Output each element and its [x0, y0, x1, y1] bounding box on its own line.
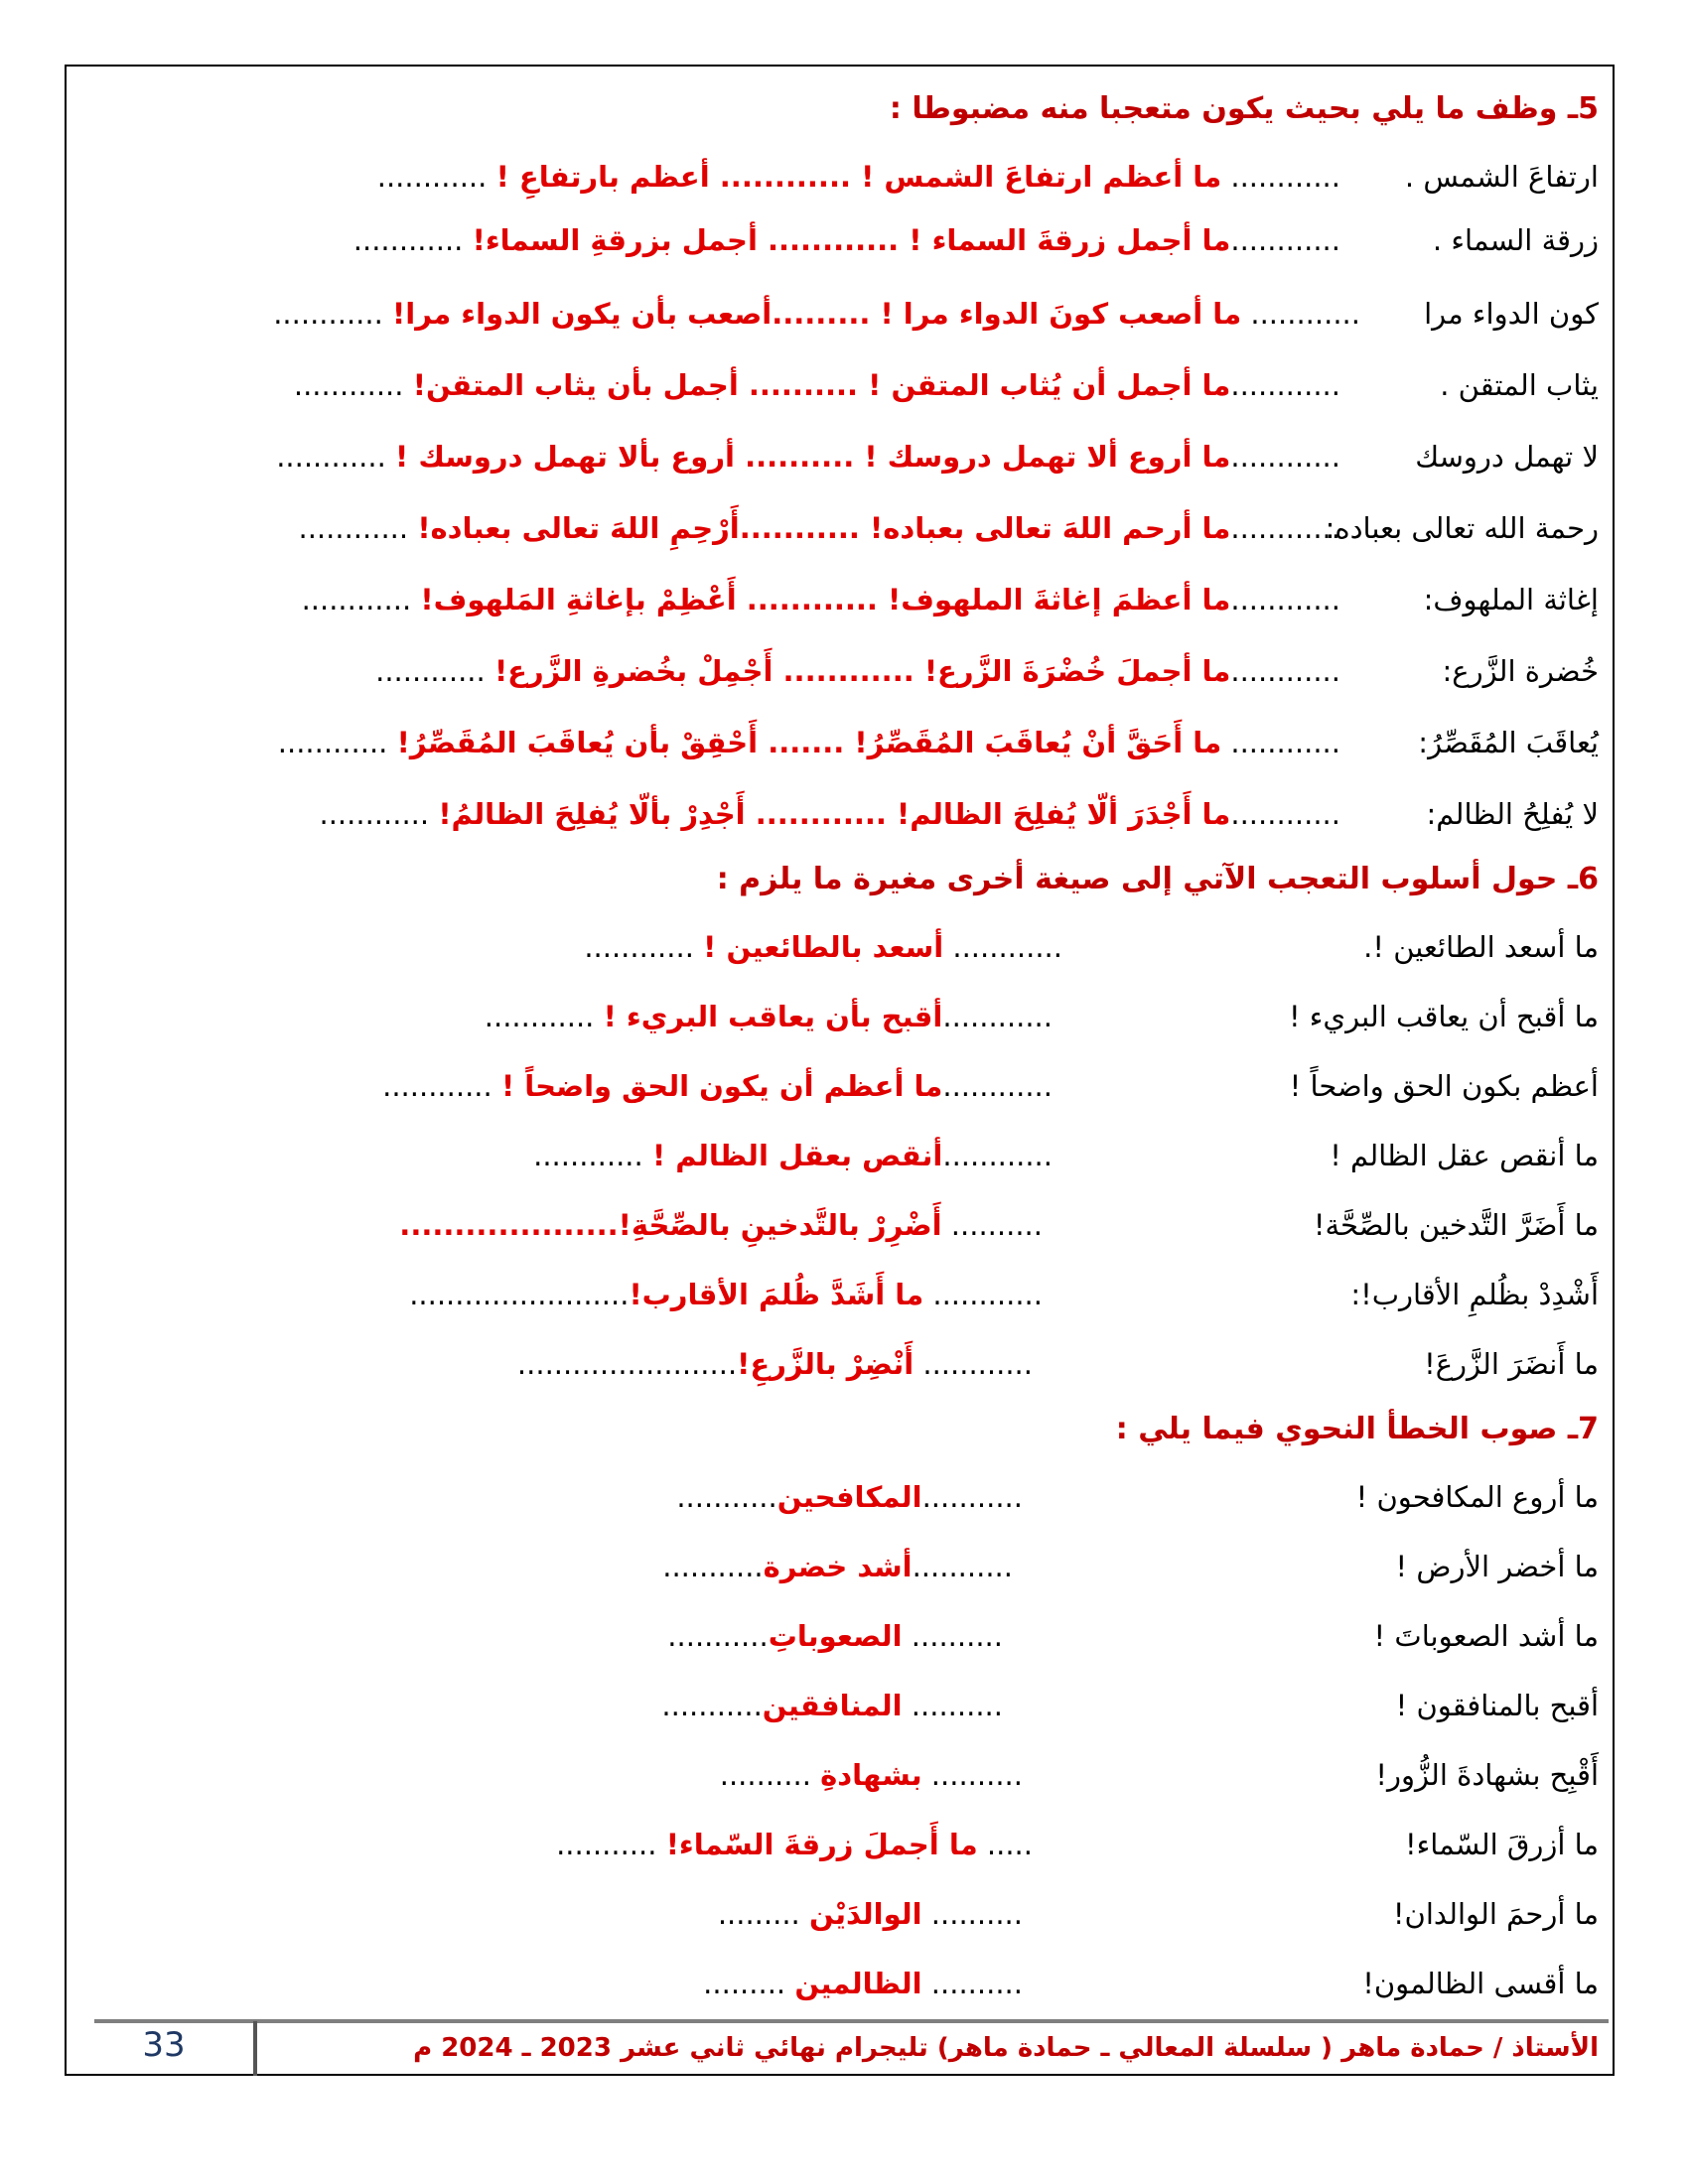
section7-row — [70, 1815, 1599, 1874]
question-text: ما أَضَرَّ التَّدخين بالصِّحَّة! — [1313, 1208, 1599, 1242]
question-text: ما أروع المكافحون ! — [1355, 1480, 1599, 1514]
section7-row — [70, 1954, 1599, 2013]
answer-text: .......... بشهادةِ .......... — [719, 1758, 1023, 1792]
section5-row — [70, 570, 1599, 629]
answer-text: ............ ما أصعب كونَ الدواء مرا ! .........أصعب بأن يكون الدواء مرا! ............ — [273, 297, 1360, 331]
question-text: يثاب المتقن . — [1440, 368, 1599, 402]
section6-row — [70, 1195, 1599, 1255]
question-text: ما أشد الصعوباتَ ! — [1373, 1619, 1599, 1653]
answer-text: ............ما أجملَ خُضْرَةَ الزَّرع! ............ أَجْمِلْ بخُضرةِ الزَّرع! ............ — [375, 654, 1340, 688]
section7-row — [70, 1606, 1599, 1666]
section6-heading: 6ـ حول أسلوب التعجب الآتي إلى صيغة أخرى مغيرة ما يلزم : — [716, 862, 1599, 896]
question-text: أعظم بكون الحق واضحاً ! — [1289, 1069, 1599, 1103]
section5-row — [70, 427, 1599, 486]
section5-row — [70, 210, 1599, 270]
answer-text: .......... أَضْرِرْ بالتَّدخينِ بالصِّحَّةِ!.................... — [399, 1208, 1043, 1242]
question-text: ما أقبح أن يعاقب البريء ! — [1288, 1000, 1599, 1033]
answer-text: .......... الصعوباتِ........... — [667, 1619, 1003, 1653]
question-text: أَقْبِح بشهادةَ الزُّور! — [1375, 1758, 1599, 1792]
footer-separator — [253, 2021, 257, 2076]
section6-row — [70, 1126, 1599, 1185]
section6-row — [70, 1265, 1599, 1324]
answer-text: ............ ما أعظم ارتفاعَ الشمس ! ............ أعظم بارتفاعِ ! ............ — [376, 160, 1340, 194]
question-text: لا تهمل دروسك — [1415, 440, 1599, 474]
question-text: ارتفاعَ الشمس . — [1404, 160, 1599, 194]
section5-row — [70, 641, 1599, 701]
answer-text: ............ما أجمل أن يُثاب المتقن ! .......... أجمل بأن يثاب المتقن! ............ — [293, 368, 1340, 402]
section5-row — [70, 498, 1599, 558]
answer-text: ...........المكافحين........... — [676, 1480, 1023, 1514]
answer-text: ............ما أجمل زرقةَ السماء ! ............ أجمل بزرقةِ السماء! ............ — [352, 223, 1340, 257]
answer-text: .......... المنافقين........... — [661, 1689, 1003, 1722]
page-number: 33 — [142, 2025, 186, 2065]
answer-text: .......... الوالدَيْن ......... — [717, 1897, 1023, 1931]
answer-text: ............ما أَجْدَرَ ألّا يُفلِحَ الظالم! ............ أَجْدِرْ بألّا يُفلِحَ الظالمُ! ............ — [319, 797, 1340, 831]
section6-row — [70, 1056, 1599, 1116]
answer-text: ............ ما أَشَدَّ ظُلمَ الأقارب!........................ — [409, 1278, 1043, 1311]
section5-row — [70, 355, 1599, 415]
question-text: ما أسعد الطائعين !. — [1363, 930, 1599, 964]
answer-text: ............ أسعد بالطائعين ! ............ — [584, 930, 1062, 964]
answer-text: ............أقبح بأن يعاقب البريء ! ............ — [484, 1000, 1053, 1033]
section5-row — [70, 284, 1599, 343]
question-text: خُضرة الزَّرع: — [1442, 654, 1599, 688]
answer-text: ............ما أرحم اللهَ تعالى بعباده! ...........أَرْحِمِ اللهَ تعالى بعباده! ............ — [298, 511, 1340, 545]
question-text: ما أقسى الظالمون! — [1362, 1967, 1599, 2000]
question-text: أقبح بالمنافقون ! — [1395, 1689, 1599, 1722]
section5-heading: 5ـ وظف ما يلي بحيث يكون متعجبا منه مضبوطا : — [889, 91, 1599, 126]
question-text: أَشْدِدْ بظُلمِ الأقارب!: — [1350, 1278, 1599, 1311]
answer-text: ............ما أعظم أن يكون الحق واضحاً ! ............ — [382, 1069, 1053, 1103]
section6-row — [70, 917, 1599, 977]
section5-row — [70, 784, 1599, 844]
section7-heading: 7ـ صوب الخطأ النحوي فيما يلي : — [1115, 1412, 1599, 1446]
question-text: يُعاقَبَ المُقَصِّرُ: — [1418, 726, 1599, 759]
answer-text: .......... الظالمين ......... — [703, 1967, 1023, 2000]
answer-text: ..... ما أَجملَ زرقةَ السّماء! ........... — [556, 1828, 1033, 1861]
question-text: ما أرحمَ الوالدان! — [1392, 1897, 1599, 1931]
section7-row — [70, 1467, 1599, 1527]
question-text: ما أنقص عقل الظالم ! — [1330, 1139, 1599, 1172]
question-text: ما أخضر الأرض ! — [1395, 1550, 1599, 1583]
answer-text: ...........أشد خضرة........... — [662, 1550, 1013, 1583]
answer-text: ............ أَنْضِرْ بالزَّرعِ!........................ — [516, 1347, 1033, 1381]
section7-row — [70, 1537, 1599, 1596]
section7-row — [70, 1884, 1599, 1944]
footer-text: الأستاذ / حمادة ماهر ( سلسلة المعالي ـ حمادة ماهر) تليجرام نهائي ثاني عشر 2023 ـ 2024 م — [413, 2033, 1599, 2063]
answer-text: ............ما أعظمَ إغاثةَ الملهوف! ............ أَعْظِمْ بإغاثةِ المَلهوف! ............ — [301, 583, 1340, 616]
section5-row — [70, 147, 1599, 206]
section7-row — [70, 1745, 1599, 1805]
question-text: رحمة الله تعالى بعباده: — [1325, 511, 1599, 545]
answer-text: ............ ما أَحَقَّ أنْ يُعاقَبَ المُقَصِّرُ! ....... أَحْقِقْ بأن يُعاقَبَ المُقَصِّرُ! ............ — [277, 726, 1340, 759]
section5-row — [70, 713, 1599, 772]
section6-row — [70, 1334, 1599, 1394]
question-text: إغاثة الملهوف: — [1423, 583, 1599, 616]
section7-row — [70, 1676, 1599, 1735]
question-text: كون الدواء مرا — [1424, 297, 1599, 331]
section6-row — [70, 987, 1599, 1046]
question-text: ما أَنضَرَ الزَّرعَ! — [1424, 1347, 1599, 1381]
answer-text: ............أنقص بعقل الظالم ! ............ — [533, 1139, 1053, 1172]
answer-text: ............ما أروع ألا تهمل دروسك ! .......... أروع بألا تهمل دروسك ! ............ — [276, 440, 1340, 474]
question-text: لا يُفلِحُ الظالم: — [1426, 797, 1599, 831]
footer-divider — [94, 2019, 1609, 2023]
question-text: زرقة السماء . — [1432, 223, 1599, 257]
question-text: ما أزرقَ السّماء! — [1405, 1828, 1599, 1861]
